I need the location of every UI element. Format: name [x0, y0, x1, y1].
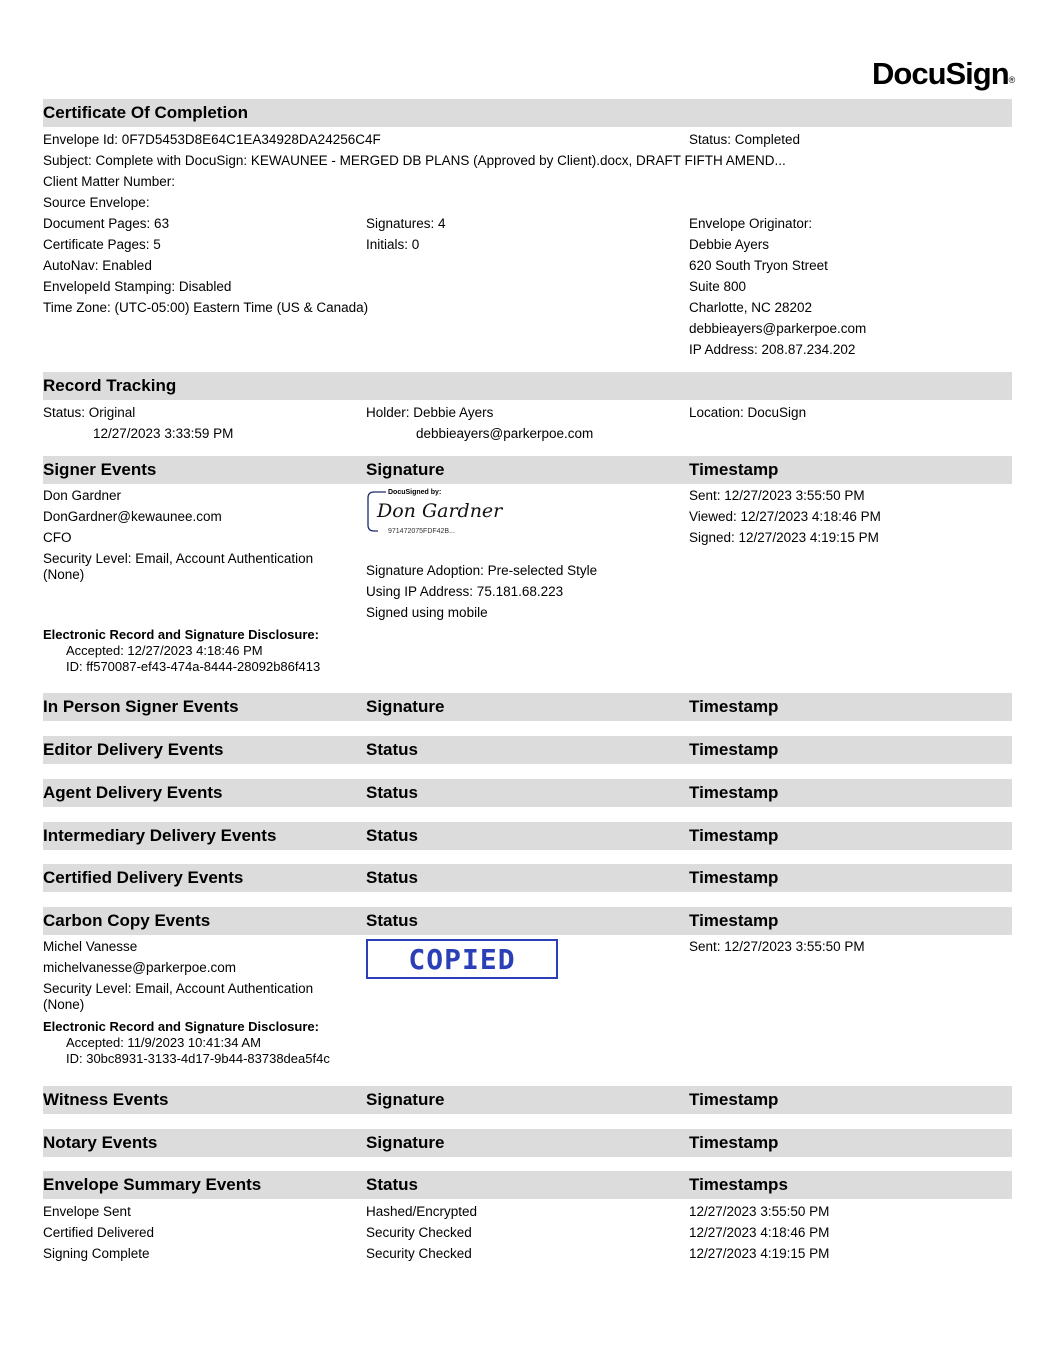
signer-signed: Signed: 12/27/2023 4:19:15 PM [689, 530, 879, 545]
cc-disclosure-title: Electronic Record and Signature Disclosure: [43, 1019, 319, 1034]
agent-delivery-col3: Timestamp [689, 783, 779, 802]
signer-email: DonGardner@kewaunee.com [43, 509, 222, 524]
initials-count: Initials: 0 [366, 237, 420, 252]
originator-label: Envelope Originator: [689, 216, 813, 231]
client-matter-number: Client Matter Number: [43, 174, 176, 189]
signer-security-level-none: (None) [43, 567, 85, 582]
signer-sent: Sent: 12/27/2023 3:55:50 PM [689, 488, 865, 503]
originator-address2: Suite 800 [689, 279, 747, 294]
cc-name: Michel Vanesse [43, 939, 138, 954]
cc-sent: Sent: 12/27/2023 3:55:50 PM [689, 939, 865, 954]
certified-delivery-col3: Timestamp [689, 868, 779, 887]
signer-security-level: Security Level: Email, Account Authentication [43, 551, 314, 566]
signer-viewed: Viewed: 12/27/2023 4:18:46 PM [689, 509, 881, 524]
originator-name: Debbie Ayers [689, 237, 770, 252]
editor-delivery-col2: Status [366, 740, 418, 759]
editor-delivery-title: Editor Delivery Events [43, 740, 224, 759]
summary-row-event: Certified Delivered [43, 1225, 155, 1240]
originator-address1: 620 South Tryon Street [689, 258, 828, 273]
intermediary-delivery-title: Intermediary Delivery Events [43, 826, 277, 845]
witness-col2: Signature [366, 1090, 445, 1109]
cc-security-level: Security Level: Email, Account Authentication [43, 981, 314, 996]
signatures-count: Signatures: 4 [366, 216, 446, 231]
record-tracking-band [43, 372, 1012, 400]
record-status: Status: Original [43, 405, 136, 420]
intermediary-delivery-col3: Timestamp [689, 826, 779, 845]
signer-disclosure-accepted: Accepted: 12/27/2023 4:18:46 PM [66, 643, 263, 658]
signer-signature-header: Signature [366, 460, 445, 479]
summary-col2: Status [366, 1175, 418, 1194]
originator-city: Charlotte, NC 28202 [689, 300, 813, 315]
copied-stamp: COPIED [366, 939, 558, 979]
certificate-title: Certificate Of Completion [43, 103, 248, 122]
witness-col3: Timestamp [689, 1090, 779, 1109]
notary-col2: Signature [366, 1133, 445, 1152]
signature-handwritten: Don Gardner [377, 500, 503, 522]
record-location: Location: DocuSign [689, 405, 807, 420]
cc-email: michelvanesse@parkerpoe.com [43, 960, 237, 975]
summary-row-status: Hashed/Encrypted [366, 1204, 478, 1219]
summary-row-time: 12/27/2023 4:19:15 PM [689, 1246, 830, 1261]
record-status-time: 12/27/2023 3:33:59 PM [93, 426, 234, 441]
certified-delivery-title: Certified Delivery Events [43, 868, 244, 887]
signer-disclosure-title: Electronic Record and Signature Disclosure: [43, 627, 319, 642]
notary-col3: Timestamp [689, 1133, 779, 1152]
signature-adoption: Signature Adoption: Pre-selected Style [366, 563, 598, 578]
originator-email: debbieayers@parkerpoe.com [689, 321, 867, 336]
summary-row-status: Security Checked [366, 1246, 472, 1261]
signer-role: CFO [43, 530, 72, 545]
signed-using-mobile: Signed using mobile [366, 605, 488, 620]
carbon-copy-col3: Timestamp [689, 911, 779, 930]
summary-row-time: 12/27/2023 4:18:46 PM [689, 1225, 830, 1240]
summary-row-status: Security Checked [366, 1225, 472, 1240]
witness-title: Witness Events [43, 1090, 169, 1109]
autonav: AutoNav: Enabled [43, 258, 152, 273]
notary-title: Notary Events [43, 1133, 158, 1152]
envelope-status: Status: Completed [689, 132, 801, 147]
agent-delivery-title: Agent Delivery Events [43, 783, 223, 802]
witness-band [43, 1086, 1012, 1114]
docusign-signature-block [366, 489, 503, 539]
certificate-pages: Certificate Pages: 5 [43, 237, 161, 252]
record-holder: Holder: Debbie Ayers [366, 405, 494, 420]
logo-text: DocuSign [872, 56, 1009, 91]
record-holder-email: debbieayers@parkerpoe.com [416, 426, 594, 441]
in-person-col3: Timestamp [689, 697, 779, 716]
cc-disclosure-id: ID: 30bc8931-3133-4d17-9b44-83738dea5f4c [66, 1051, 330, 1066]
summary-row-event: Signing Complete [43, 1246, 150, 1261]
summary-col3: Timestamps [689, 1175, 788, 1194]
signer-events-title: Signer Events [43, 460, 157, 479]
notary-band [43, 1129, 1012, 1157]
subject: Subject: Complete with DocuSign: KEWAUNEE - MERGED DB PLANS (Approved by Client).docx, DRAFT FIFTH AMEND... [43, 153, 786, 168]
editor-delivery-col3: Timestamp [689, 740, 779, 759]
originator-ip: IP Address: 208.87.234.202 [689, 342, 856, 357]
record-tracking-title: Record Tracking [43, 376, 177, 395]
agent-delivery-col2: Status [366, 783, 418, 802]
carbon-copy-title: Carbon Copy Events [43, 911, 211, 930]
cc-security-level-none: (None) [43, 997, 85, 1012]
source-envelope: Source Envelope: [43, 195, 150, 210]
signer-timestamp-header: Timestamp [689, 460, 779, 479]
signature-docusigned-by: DocuSigned by: [388, 489, 442, 496]
cc-disclosure-accepted: Accepted: 11/9/2023 10:41:34 AM [66, 1035, 261, 1050]
signer-events-band [43, 456, 1012, 484]
certified-delivery-col2: Status [366, 868, 418, 887]
docusign-logo [872, 56, 1014, 92]
signer-name: Don Gardner [43, 488, 122, 503]
in-person-col2: Signature [366, 697, 445, 716]
envelope-id: Envelope Id: 0F7D5453D8E64C1EA34928DA24256C4F [43, 132, 381, 147]
in-person-title: In Person Signer Events [43, 697, 239, 716]
intermediary-delivery-col2: Status [366, 826, 418, 845]
logo-registered-mark: ® [1008, 75, 1015, 85]
carbon-copy-col2: Status [366, 911, 418, 930]
document-pages: Document Pages: 63 [43, 216, 170, 231]
time-zone: Time Zone: (UTC-05:00) Eastern Time (US & Canada) [43, 300, 369, 315]
signature-envelope-id: 971472075FDF42B... [388, 528, 455, 535]
summary-title: Envelope Summary Events [43, 1175, 262, 1194]
signer-disclosure-id: ID: ff570087-ef43-474a-8444-28092b86f413 [66, 659, 321, 674]
signer-ip: Using IP Address: 75.181.68.223 [366, 584, 564, 599]
summary-row-event: Envelope Sent [43, 1204, 131, 1219]
summary-row-time: 12/27/2023 3:55:50 PM [689, 1204, 830, 1219]
envelopeid-stamping: EnvelopeId Stamping: Disabled [43, 279, 232, 294]
